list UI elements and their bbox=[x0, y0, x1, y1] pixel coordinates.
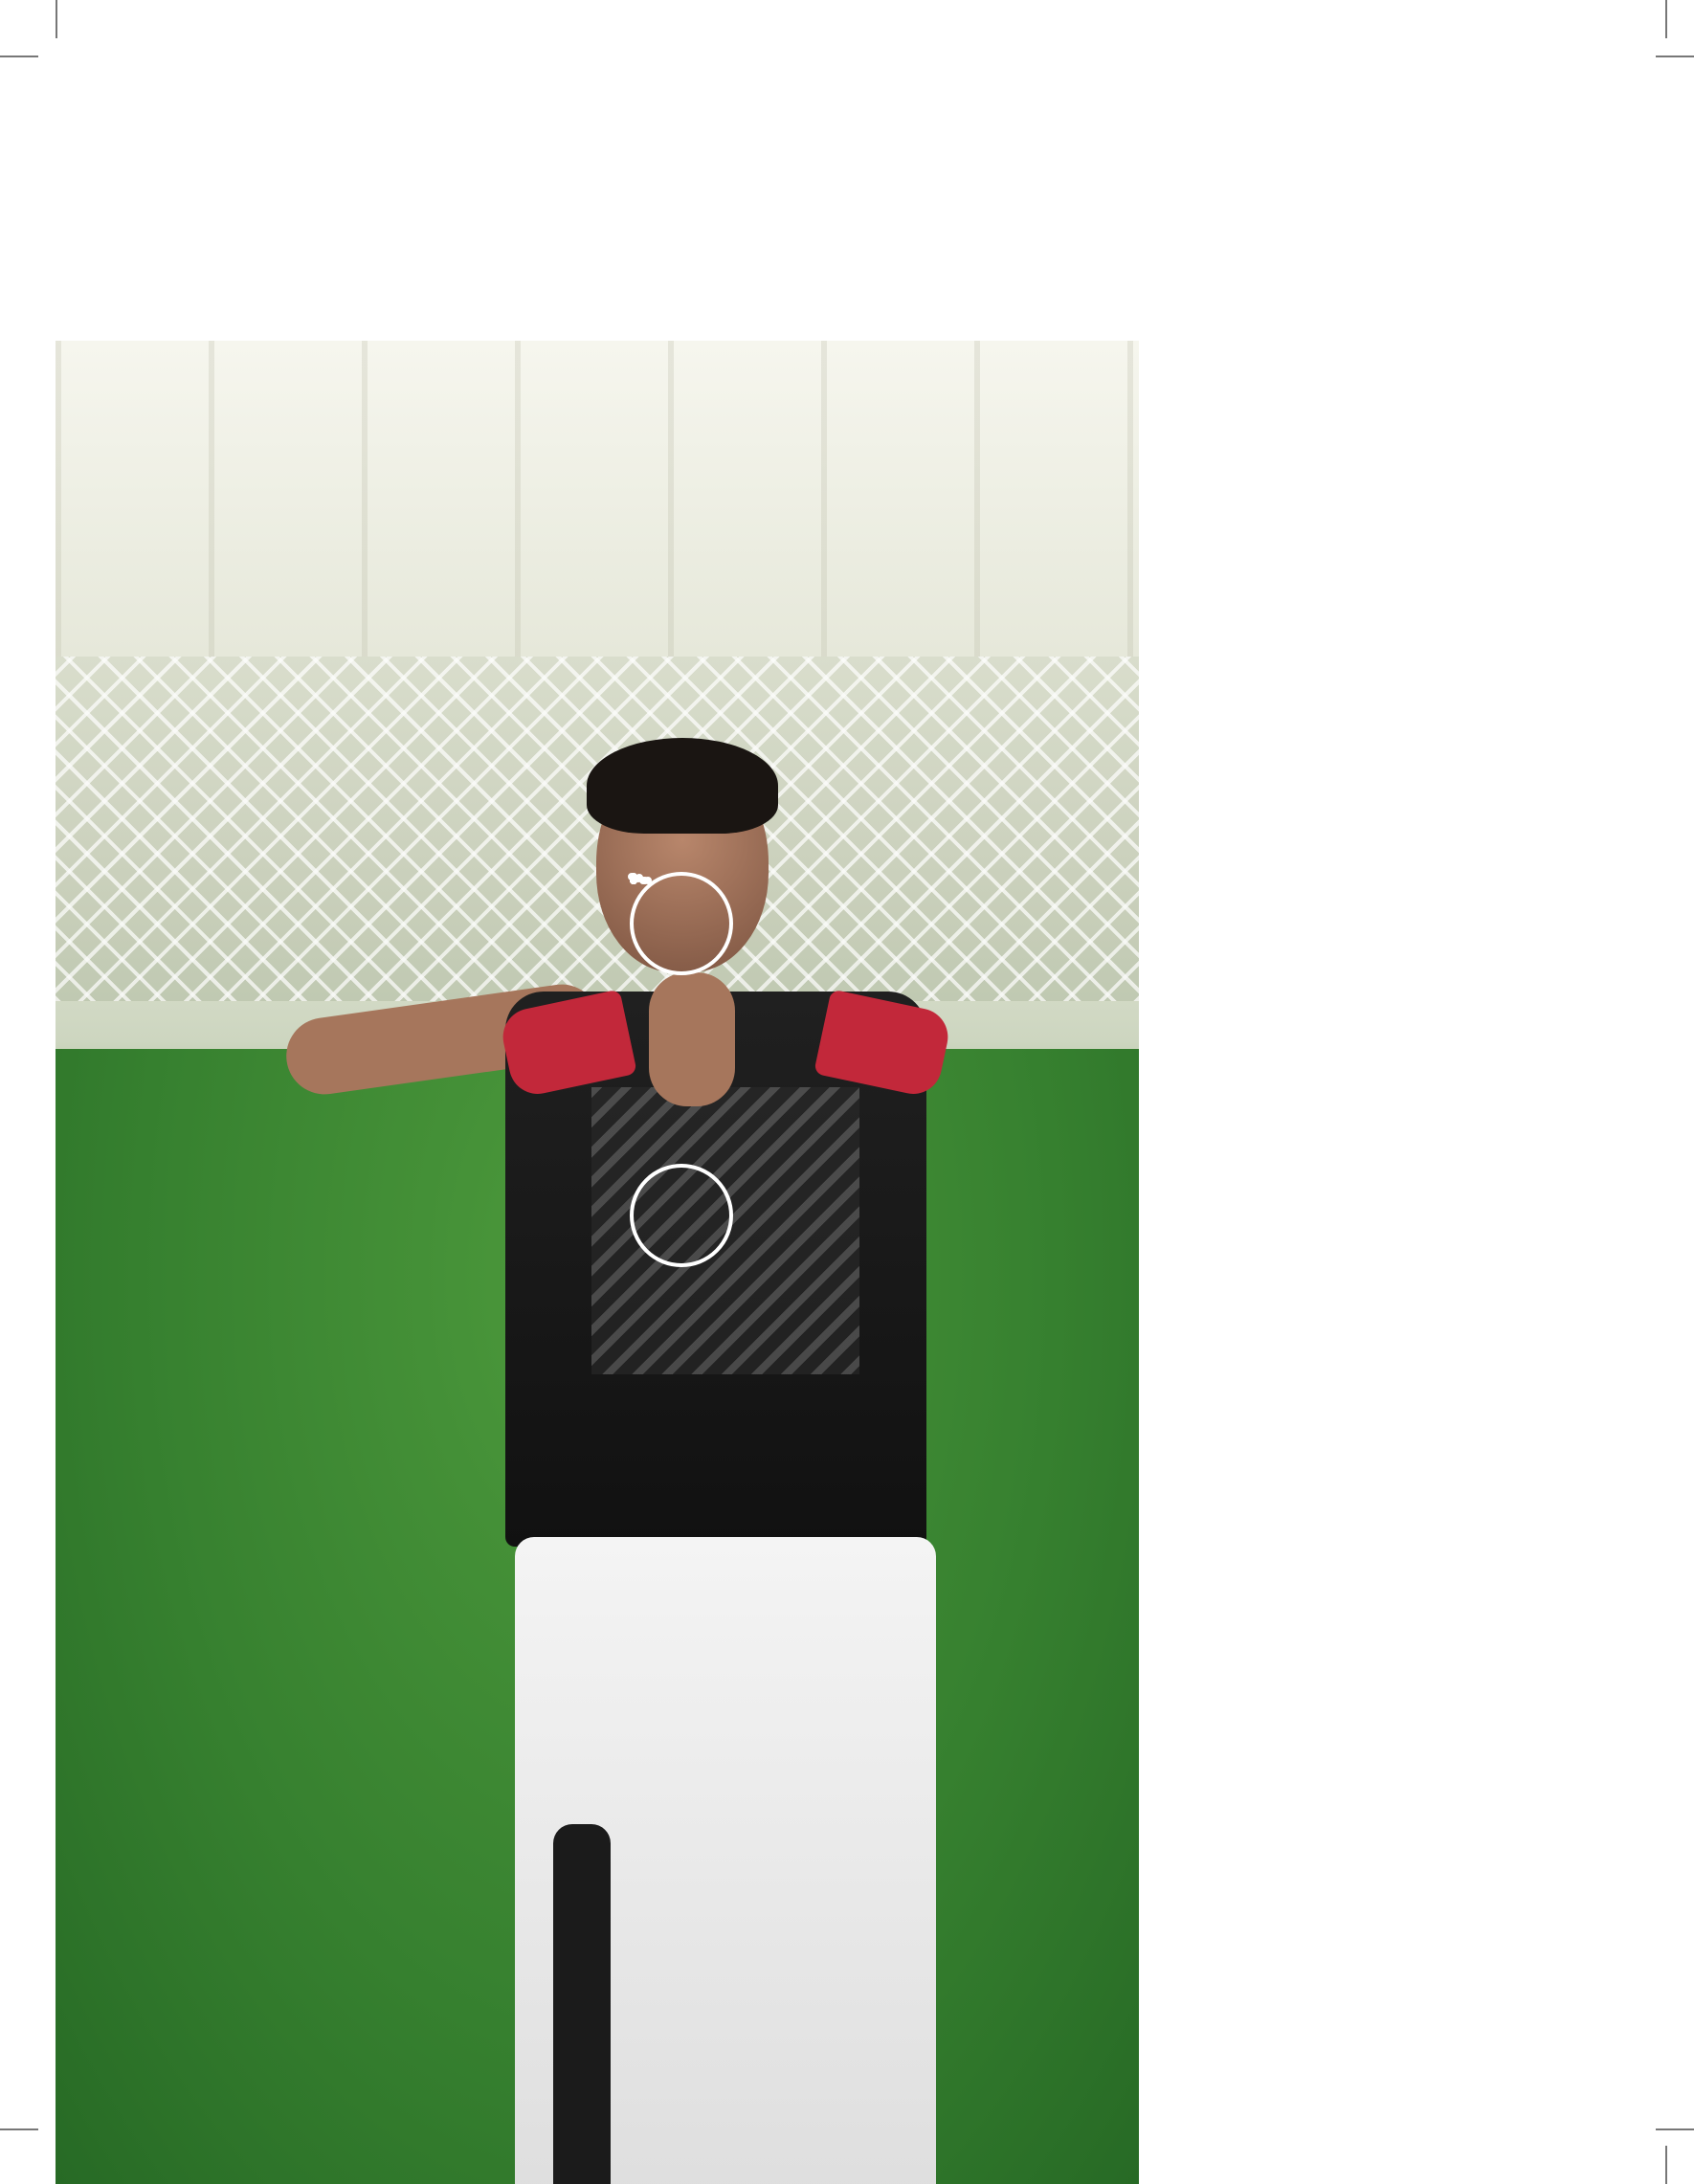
pants-stripe bbox=[553, 1824, 611, 2184]
spacer bbox=[635, 873, 731, 969]
gym-fence bbox=[56, 657, 1139, 1001]
chapter-photo bbox=[56, 341, 1139, 2184]
person-hair bbox=[587, 738, 778, 834]
spacer60 bbox=[630, 877, 637, 884]
spacer8 bbox=[644, 877, 652, 884]
stomach-ring-small bbox=[630, 1164, 733, 1267]
person-arm-right bbox=[649, 972, 735, 1106]
gym-ceiling bbox=[56, 341, 1139, 657]
